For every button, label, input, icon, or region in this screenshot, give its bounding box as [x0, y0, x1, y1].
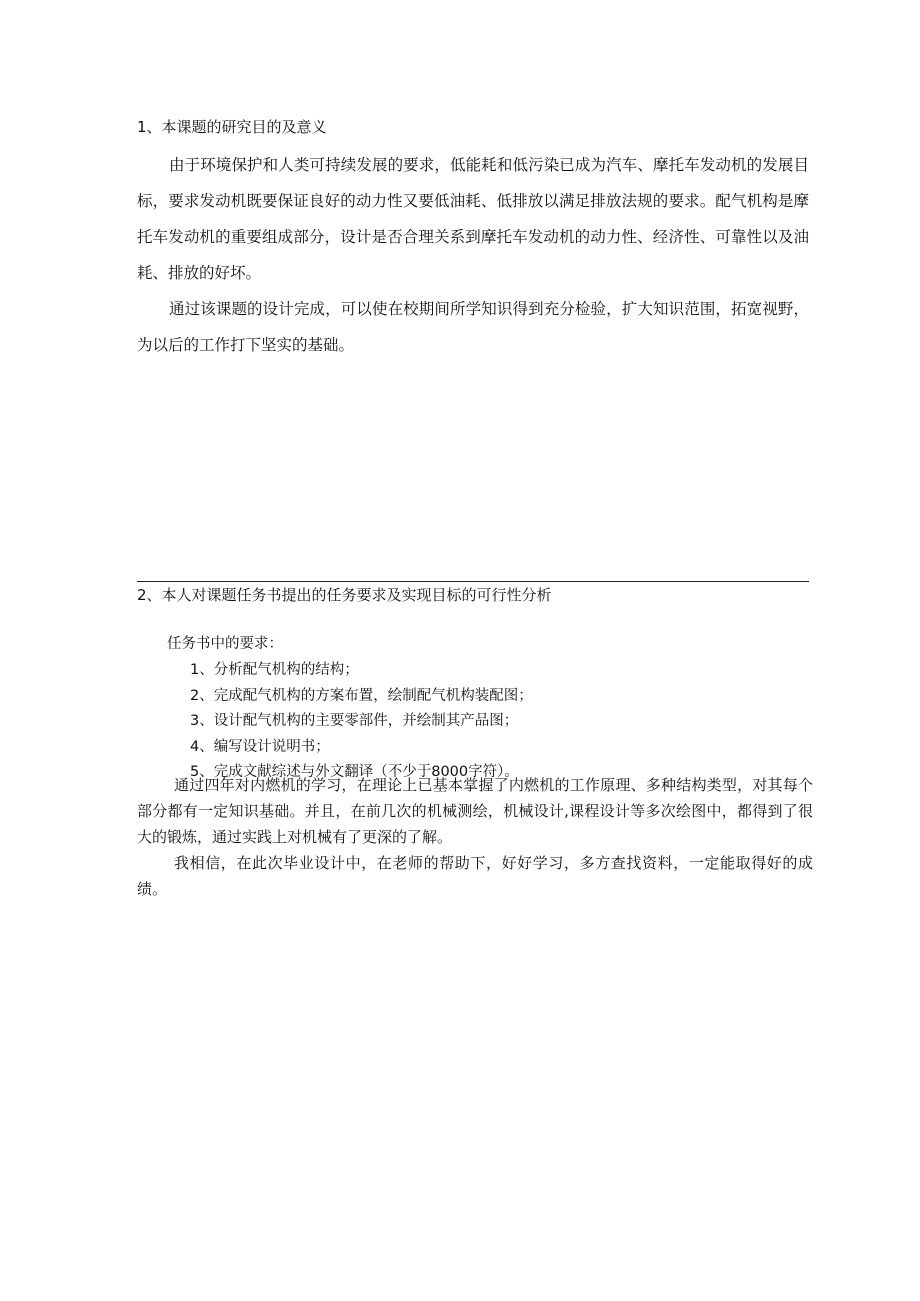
section1-paragraph-1: 由于环境保护和人类可持续发展的要求，低能耗和低污染已成为汽车、摩托车发动机的发展目标，要求发动机既要保证良好的动力性又要低油耗、低排放以满足排放法规的要求。配气机构是摩托车发动机的重要组成部分，设计是否合理关系到摩托车发动机的动力性、经济性、可靠性以及油耗、排放的好坏。 [137, 156, 809, 282]
section-divider [137, 581, 809, 582]
requirements-title: 任务书中的要求： [167, 636, 283, 652]
list-item: 1、分析配气机构的结构； [190, 662, 359, 678]
list-item: 4、编写设计说明书； [190, 738, 330, 755]
section2-paragraph-2: 我相信，在此次毕业设计中，在老师的帮助下，好好学习，多方查找资料，一定能取得好的成绩。 [137, 854, 813, 898]
list-item: 3、设计配气机构的主要零部件，并绘制其产品图； [190, 713, 519, 730]
section2-heading: 2、本人对课题任务书提出的任务要求及实现目标的可行性分析 [137, 586, 552, 604]
section1-heading: 1、本课题的研究目的及意义 [137, 118, 327, 136]
section1-paragraph-2: 通过该课题的设计完成，可以使在校期间所学知识得到充分检验，扩大知识范围，拓宽视野，为以后的工作打下坚实的基础。 [137, 300, 809, 354]
list-item: 2、完成配气机构的方案布置，绘制配气机构装配图； [190, 687, 533, 704]
list-item: 5、完成文献综述与外文翻译（不少于8000字符）。 [190, 764, 519, 781]
requirements-list [190, 658, 533, 786]
section2-paragraph-1: 通过四年对内燃机的学习，在理论上已基本掌握了内燃机的工作原理、多种结构类型，对其每个部分都有一定知识基础。并且，在前几次的机械测绘，机械设计,课程设计等多次绘图中，都得到了很大的锻炼，通过实践上对机械有了更深的了解。 [137, 776, 813, 846]
